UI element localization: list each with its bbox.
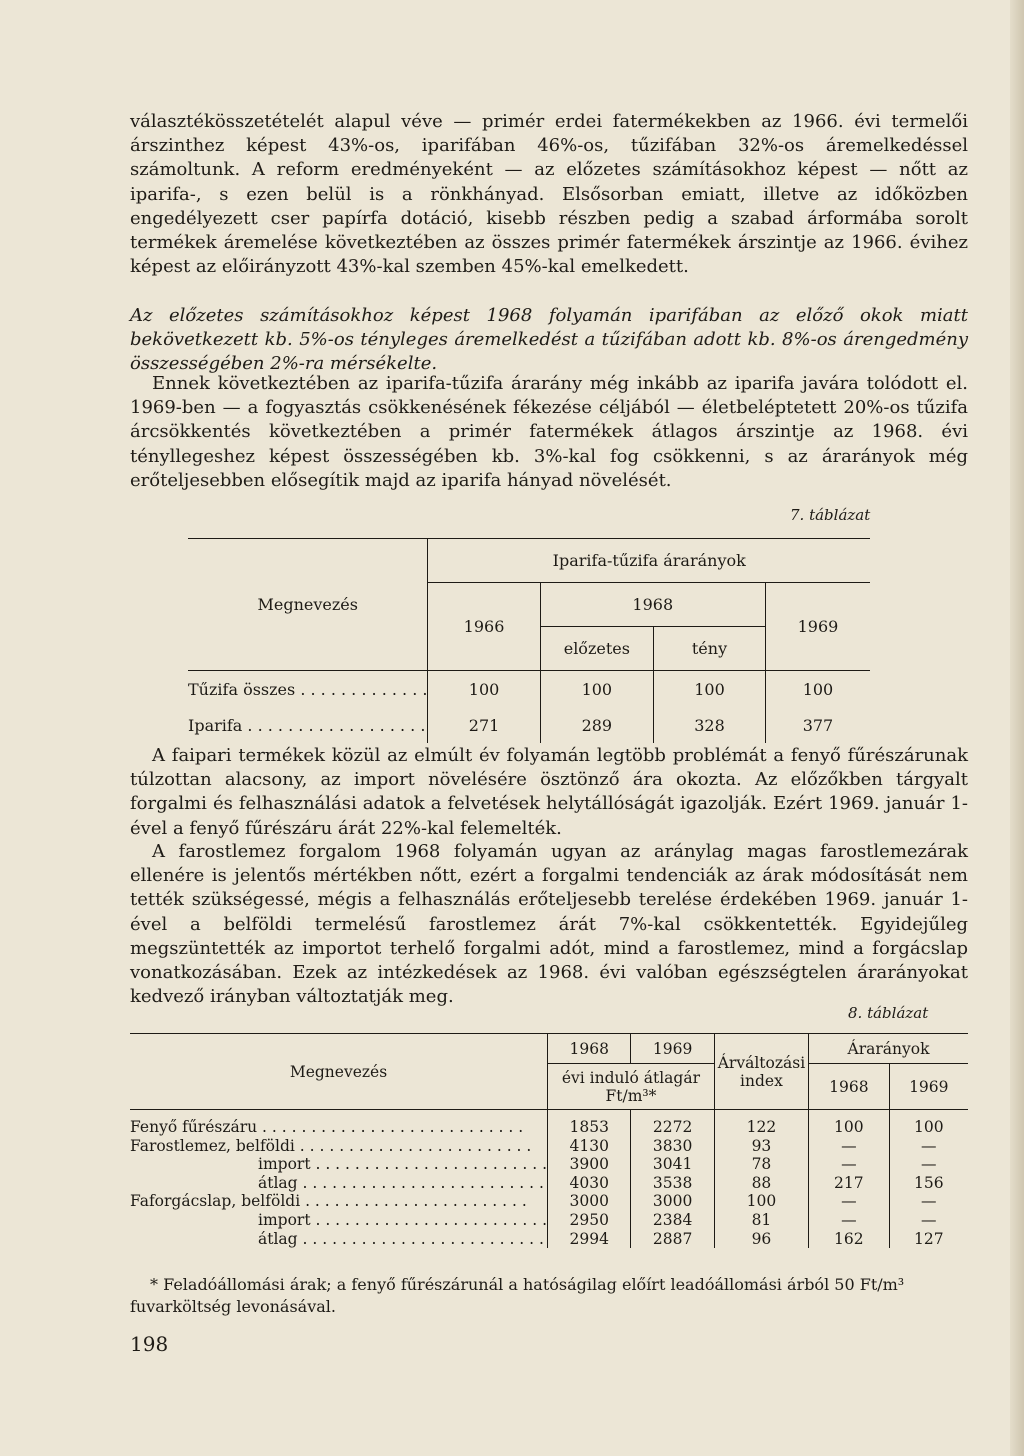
t7-row-label: Iparifa . . . . . . . . . . . . . . . . . .	[188, 715, 426, 735]
t7-cell: 100	[540, 671, 653, 708]
t8-row-label: Fenyő fűrészáru . . . . . . . . . . . . . . . . . . . . . . . . . . .	[130, 1118, 524, 1136]
t7-row-label: Tűzifa összes . . . . . . . . . . . . .	[188, 679, 428, 699]
table-8-caption: 8. táblázat	[848, 1004, 929, 1022]
t7-cell: 289	[540, 707, 653, 743]
t8-cell: 4030	[548, 1174, 631, 1193]
t8-cell: 93	[714, 1137, 808, 1156]
t8-cell: 217	[809, 1174, 890, 1193]
t8-cell: —	[889, 1137, 968, 1156]
t8-header-price	[548, 1064, 715, 1110]
t7-cell: 271	[428, 707, 540, 743]
t8-header-1969: 1969	[631, 1034, 714, 1064]
t8-cell: 122	[714, 1110, 808, 1137]
t8-cell: 2887	[631, 1230, 714, 1249]
paragraph-1: választékösszetételét alapul véve — primér erdei fatermékekben az 1966. évi termelői árszinthez képest 43%-os, iparifában 46%-os, tűzifában 32%-os áremelkedéssel számoltunk. A reform eredményeként — az előzetes számításokhoz képest — nőtt az iparifa-, s ezen belül is a rönkhányad. Elsősorban emiatt, illetve az időközben engedélyezett cser papírfa dotáció, kisebb részben pedig a szabad árformába sorolt termékek áremelése következtében az összes primér fatermékek árszintje az 1966. évihez képest az előirányzott 43%-kal szemben 45%-kal emelkedett.	[130, 111, 968, 278]
t8-row-label: átlag . . . . . . . . . . . . . . . . . . . . . . . . .	[258, 1173, 544, 1192]
t8-cell: 3000	[631, 1192, 714, 1211]
t7-header-1969: 1969	[765, 583, 870, 671]
t7-header-group: Iparifa-tűzifa árarányok	[428, 539, 870, 583]
table-7-caption: 7. táblázat	[790, 506, 871, 524]
t7-header-1968: 1968	[540, 583, 765, 627]
t7-cell: 100	[428, 671, 540, 708]
t8-row-label: import . . . . . . . . . . . . . . . . . . . . . . . .	[258, 1210, 548, 1229]
t8-cell: 100	[809, 1110, 890, 1137]
t7-cell: 100	[654, 671, 766, 708]
t8-cell: 1853	[548, 1110, 631, 1137]
t8-cell: 2950	[548, 1211, 631, 1230]
t8-header-price-label: évi induló átlagár	[561, 1068, 700, 1087]
paragraph-3: Ennek következtében az iparifa-tűzifa árarány még inkább az iparifa javára tolódott el. 1969-ben — a fogyasztás csökkenésének fékezése céljából — életbeléptetett 20%-os tűzifa árcsökkentés következtében a primér fatermékek átlagos árszintje az 1968. évi tényllegeshez képest összességében kb. 3%-kal fog csökkenni, s az árarányok még erőteljesebben elősegítik majd az iparifa hányad növelését.	[130, 373, 968, 491]
paragraph-5: A farostlemez forgalom 1968 folyamán ugyan az aránylag magas farostlemezárak ellenére is jelentős mértékben nőtt, ezért a forgalmi tendenciák az árak módosítását nem tették szükségessé, mégis a felhasználás erőteljesebb terelése érdekében 1969. január 1-ével a belföldi termelésű farostlemez árát 7%-kal csökkentették. Egyidejűleg megszüntették az importot terhelő forgalmi adót, mind a farostlemez, mind a forgácslap vonatkozásában. Ezek az intézkedések az 1968. évi valóban egészségtelen árarányokat kedvező irányban változtatják meg.	[130, 841, 968, 1008]
t7-header-name: Megnevezés	[188, 539, 428, 671]
t8-row-label: import . . . . . . . . . . . . . . . . . . . . . . . .	[258, 1155, 548, 1174]
table-row	[130, 1174, 968, 1193]
t8-cell: —	[809, 1192, 890, 1211]
t8-cell: 88	[714, 1174, 808, 1193]
t8-header-1968: 1968	[548, 1034, 631, 1064]
t8-cell: 3830	[631, 1137, 714, 1156]
t8-row-label: Farostlemez, belföldi . . . . . . . . . . . . . . . . . . . . . . . .	[130, 1136, 532, 1155]
t8-cell: 96	[714, 1230, 808, 1249]
table-8-price-index	[130, 1033, 968, 1248]
t8-row-label: Faforgácslap, belföldi . . . . . . . . . . . . . . . . . . . . . . .	[130, 1192, 527, 1211]
table-row	[130, 1137, 968, 1156]
table-row	[130, 1110, 968, 1137]
paragraph-4: A faipari termékek közül az elmúlt év folyamán legtöbb problémát a fenyő fűrészárunak túlzottan alacsony, az import növelésére ösztönző ára okozta. Az előzőkben tárgyalt forgalmi és felhasználási adatok a felvetések helytállóságát igazolják. Ezért 1969. január 1-ével a fenyő fűrészáru árát 22%-kal felemelték.	[130, 745, 968, 839]
table-row	[130, 1192, 968, 1211]
t8-cell: —	[809, 1137, 890, 1156]
t8-cell: 3041	[631, 1155, 714, 1174]
t8-cell: 3000	[548, 1192, 631, 1211]
t8-cell: 78	[714, 1155, 808, 1174]
table-row	[188, 671, 870, 708]
t8-cell: —	[809, 1211, 890, 1230]
table-7-price-ratios	[188, 538, 870, 743]
t8-cell: —	[809, 1155, 890, 1174]
t8-cell: —	[889, 1211, 968, 1230]
t8-cell: 127	[889, 1230, 968, 1249]
t7-header-1966: 1966	[428, 583, 540, 671]
t8-header-r1968: 1968	[809, 1064, 890, 1110]
t8-cell: 81	[714, 1211, 808, 1230]
t8-row-label: átlag . . . . . . . . . . . . . . . . . . . . . . . . .	[258, 1229, 544, 1248]
t8-cell: 100	[714, 1192, 808, 1211]
t7-header-elozetes: előzetes	[540, 627, 653, 671]
page-edge-shadow	[1010, 0, 1024, 1456]
paragraph-2-italic: Az előzetes számításokhoz képest 1968 folyamán iparifában az előző okok miatt bekövetkezett kb. 5%-os tényleges áremelkedést a tűzifában adott kb. 8%-os árengedmény összességében 2%-ra mérsékelte.	[130, 305, 968, 375]
t8-cell: 2994	[548, 1230, 631, 1249]
t8-header-ratio-group: Árarányok	[809, 1034, 968, 1064]
table-row	[130, 1230, 968, 1249]
t8-cell: 4130	[548, 1137, 631, 1156]
t7-cell: 328	[654, 707, 766, 743]
t7-header-teny: tény	[654, 627, 766, 671]
t8-header-index: Árváltozási index	[714, 1034, 808, 1110]
t7-cell: 100	[765, 671, 870, 708]
t8-cell: 2384	[631, 1211, 714, 1230]
t8-cell: 3900	[548, 1155, 631, 1174]
t8-header-unit: Ft/m³*	[605, 1086, 657, 1105]
table-row	[130, 1211, 968, 1230]
t8-cell: 3538	[631, 1174, 714, 1193]
t8-cell: —	[889, 1192, 968, 1211]
t8-header-name: Megnevezés	[130, 1034, 548, 1110]
t8-cell: 2272	[631, 1110, 714, 1137]
t8-cell: 156	[889, 1174, 968, 1193]
t7-cell: 377	[765, 707, 870, 743]
page-number: 198	[130, 1332, 169, 1356]
t8-cell: —	[889, 1155, 968, 1174]
t8-cell: 162	[809, 1230, 890, 1249]
t8-cell: 100	[889, 1110, 968, 1137]
table-row	[188, 707, 870, 743]
t8-header-r1969: 1969	[889, 1064, 968, 1110]
table-row	[130, 1155, 968, 1174]
footnote: * Feladóállomási árak; a fenyő fűrészárunál a hatóságilag előírt leadóállomási árból 50 Ft/m³ fuvarköltség levonásával.	[130, 1275, 905, 1316]
